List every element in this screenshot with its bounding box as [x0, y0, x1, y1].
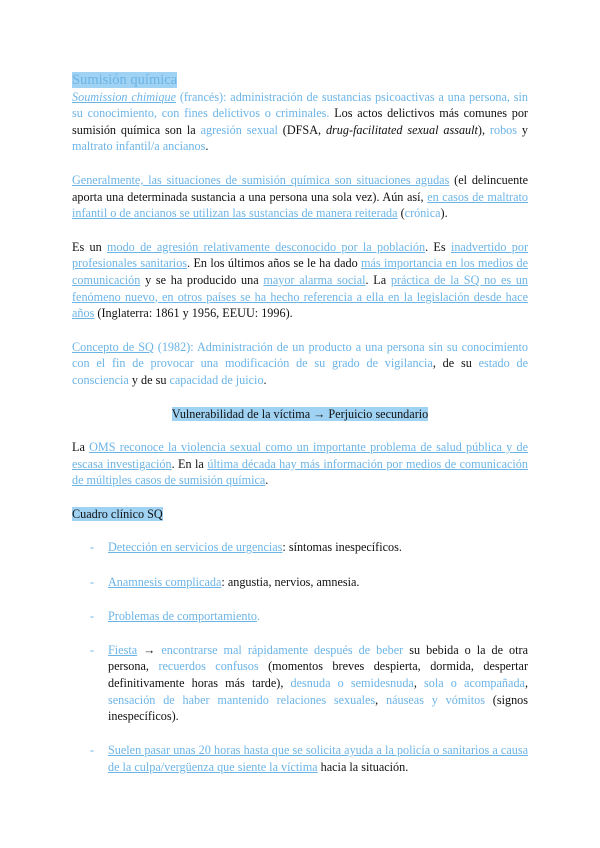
- text-span: .: [263, 372, 267, 387]
- unknown-paragraph: [72, 239, 528, 322]
- deteccion-urgencias: Detección en servicios de urgencias: [108, 540, 283, 555]
- alarma-social: mayor alarma social: [263, 272, 366, 287]
- text-span: ,: [375, 692, 387, 707]
- text-span: ,: [524, 675, 528, 690]
- text-span: Es un: [72, 239, 107, 254]
- arrow-glyph: →: [137, 642, 162, 657]
- text-span: y de su: [128, 372, 170, 387]
- list-item: [72, 574, 528, 591]
- nauseas-vomitos: náuseas y vómitos: [386, 692, 485, 707]
- estado-consciencia: estado de consciencia: [72, 356, 529, 387]
- dash-marker: -: [90, 743, 95, 758]
- concepto-text: (1982): Administración de un producto a una persona sin su conocimiento con el fin de provocar una modificación de su grado de vigilancia: [72, 339, 529, 371]
- term-soumission: Soumission chimique: [72, 89, 177, 104]
- text-span: hacia la situación.: [317, 759, 409, 774]
- list-item: [72, 539, 528, 556]
- desnuda: desnuda o semidesnuda: [290, 675, 414, 690]
- oms-paragraph: [72, 439, 528, 489]
- dash-marker: -: [90, 540, 95, 555]
- medios-comunicacion: más importancia en los medios de comunicación: [72, 256, 529, 287]
- dash-marker: -: [90, 608, 95, 623]
- inadvertido: inadvertido por profesionales sanitarios: [72, 239, 528, 271]
- repeated-cases: en casos de maltrato infantil o de ancianos se utilizan las sustancias de manera reiterada: [72, 189, 528, 221]
- encontrarse-mal: encontrarse mal rápidamente después de beber: [161, 642, 404, 657]
- relaciones-sexuales: sensación de haber mantenido relaciones sexuales: [108, 692, 376, 707]
- text-span: (Inglaterra: 1861 y 1956, EEUU: 1996).: [94, 306, 293, 321]
- text-span: su bebida o la de otra persona,: [108, 642, 528, 674]
- text-span: , de su: [432, 356, 479, 371]
- cuadro-heading: [72, 506, 528, 523]
- dash-marker: -: [90, 574, 95, 589]
- text-span: . En los últimos años se le ha dado: [187, 256, 362, 271]
- capacidad-juicio: capacidad de juicio: [169, 372, 264, 387]
- document-title: [72, 72, 528, 89]
- paren-close: ).: [440, 206, 448, 221]
- text-span: : síntomas inespecíficos.: [282, 540, 402, 555]
- dfsa-term: drug-facilitated sexual assault: [325, 122, 478, 137]
- veinte-horas: Suelen pasar unas 20 horas hasta que se solicita ayuda a la policía o sanitarios a causa de la culpa/vergüenza que siente la víctima: [108, 743, 528, 774]
- vulnerability-heading: [72, 406, 528, 423]
- cronica: crónica: [404, 206, 441, 221]
- text-span: : angustia, nervios, amnesia.: [221, 574, 360, 589]
- title-text: Sumisión química: [72, 72, 178, 88]
- concepto-sq: Concepto de SQ: [72, 339, 154, 354]
- ultima-decada: última década hay más información por medios de comunicación de múltiples casos de sumisión química: [72, 456, 528, 488]
- text-span: ,: [413, 675, 425, 690]
- text-span: .: [265, 473, 269, 488]
- acute-situations: Generalmente, las situaciones de sumisión química son situaciones agudas: [72, 172, 450, 187]
- anamnesis: Anamnesis complicada: [108, 574, 222, 589]
- robos: robos: [489, 122, 518, 137]
- document-body: [72, 72, 528, 793]
- acute-text: (el delincuente aporta una determinada sustancia a una persona una sola vez). Aún así,: [72, 172, 529, 204]
- fiesta: Fiesta: [108, 642, 138, 657]
- paren-open: (: [397, 206, 405, 221]
- text-span: (momentos breves despierta, dormida, despertar definitivamente horas más tarde),: [108, 659, 529, 690]
- text-span: . Es: [425, 239, 451, 254]
- dash-marker: -: [90, 642, 95, 657]
- sola-acompanada: sola o acompañada: [424, 675, 525, 690]
- agresion-sexual: agresión sexual: [200, 122, 278, 137]
- list-item: [72, 608, 528, 625]
- definition-text-2: Los actos delictivos más comunes por sumisión química son la: [72, 106, 528, 137]
- clinical-list: [72, 539, 528, 775]
- practica-sq: práctica de la SQ no es un fenómeno nuevo, en otros países se ha hecho referencia a ella en la legislación desde hace años: [72, 272, 529, 321]
- vulnerability-text: Vulnerabilidad de la víctima → Perjuicio secundario: [171, 406, 429, 421]
- text-span: .: [256, 608, 260, 623]
- definition-paragraph: [72, 89, 528, 155]
- list-item: [72, 642, 528, 725]
- concept-paragraph: [72, 339, 528, 389]
- text-span: . La: [365, 272, 391, 287]
- recuerdos-confusos: recuerdos confusos: [158, 659, 259, 674]
- maltrato: maltrato infantil/a ancianos: [72, 139, 206, 154]
- oms-text: OMS reconoce la violencia sexual como un importante problema de salud pública y de escasa investigación: [72, 440, 529, 471]
- definition-text: (francés): administración de sustancias psicoactivas a una persona, sin su conocimiento, con fines delictivos o criminales.: [72, 89, 529, 121]
- text-span: La: [72, 440, 90, 455]
- list-item: [72, 742, 528, 775]
- problemas-comportamiento: Problemas de comportamiento: [108, 608, 257, 623]
- dfsa-close: ),: [477, 122, 490, 137]
- modo-agresion: modo de agresión relativamente desconocido por la población: [107, 239, 426, 254]
- dfsa-open: (DFSA,: [277, 122, 326, 137]
- text-span: . En la: [171, 456, 208, 471]
- acute-paragraph: [72, 172, 528, 222]
- text-span: y se ha producido una: [140, 272, 264, 287]
- and-text: y: [517, 122, 528, 137]
- cuadro-heading-text: Cuadro clínico SQ: [72, 506, 163, 521]
- text-span: (signos inespecíficos).: [108, 692, 528, 724]
- definition-end: .: [205, 139, 209, 154]
